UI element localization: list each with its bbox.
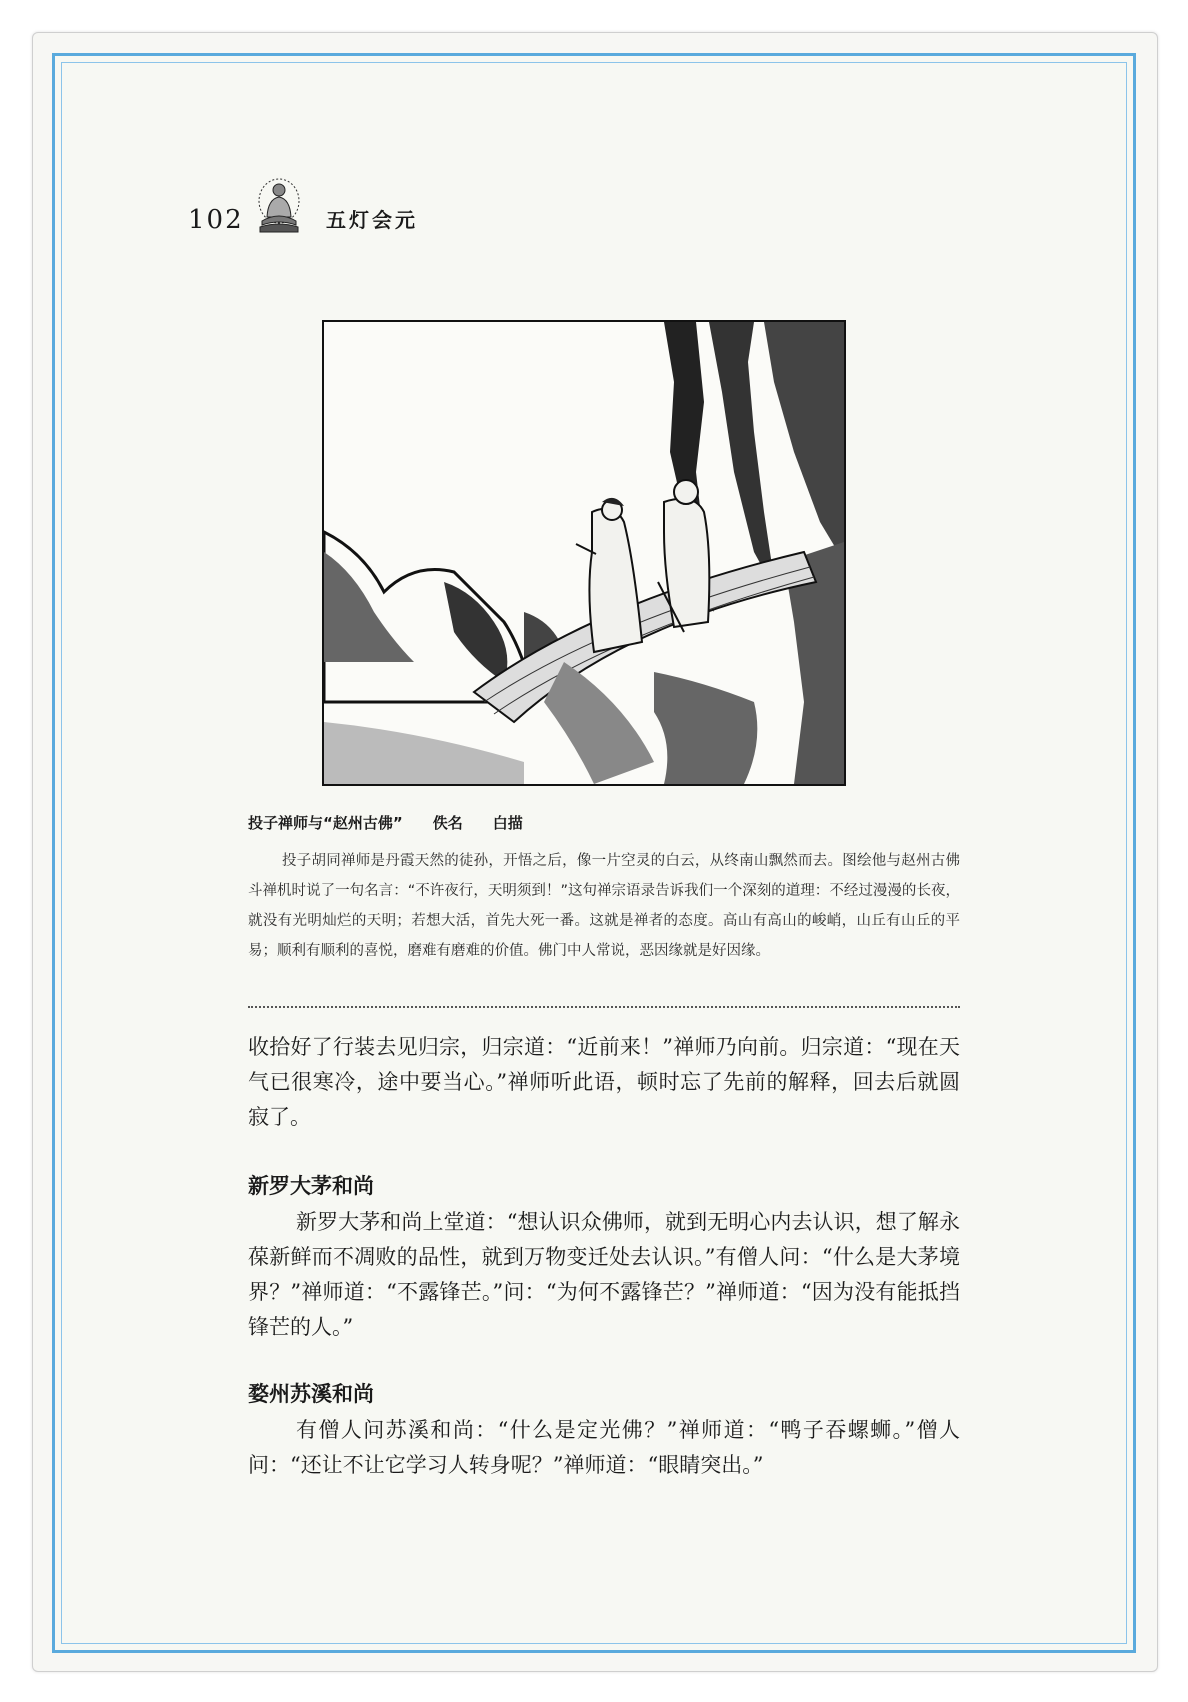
section-title-xinluo: 新罗大茅和尚 [248, 1174, 374, 1198]
page-number: 102 [188, 205, 244, 235]
caption-title-text: 投子禅师与“赵州古佛” [248, 814, 403, 832]
dotted-divider [248, 1006, 960, 1008]
book-title: 五灯会元 [326, 208, 418, 232]
illustration-drawing [324, 322, 844, 784]
caption-author: 佚名 [432, 814, 463, 832]
ink-illustration [322, 320, 846, 786]
paragraph-3: 有僧人问苏溪和尚：“什么是定光佛？”禅师道：“鸭子吞螺蛳。”僧人问：“还让不让它学习人转身呢？”禅师道：“眼睛突出。” [248, 1418, 960, 1477]
paragraph-1: 收拾好了行装去见归宗，归宗道：“近前来！”禅师乃向前。归宗道：“现在天气已很寒冷，途中要当心。”禅师听此语，顿时忘了先前的解释，回去后就圆寂了。 [248, 1035, 960, 1129]
caption-style: 白描 [492, 814, 523, 832]
buddha-icon [254, 177, 304, 235]
section-title-suxi: 婺州苏溪和尚 [248, 1382, 374, 1406]
caption-body: 投子胡同禅师是丹霞天然的徒孙，开悟之后，像一片空灵的白云，从终南山飘然而去。图绘他与赵州古佛斗禅机时说了一句名言：“不许夜行，天明须到！”这句禅宗语录告诉我们一个深刻的道理：不经过漫漫的长夜，就没有光明灿烂的天明；若想大活，首先大死一番。这就是禅者的态度。高山有高山的峻峭，山丘有山丘的平易；顺利有顺利的喜悦，磨难有磨难的价值。佛门中人常说，恶因缘就是好因缘。 [248, 853, 960, 959]
caption-title [248, 812, 523, 833]
paragraph-2: 新罗大茅和尚上堂道：“想认识众佛师，就到无明心内去认识，想了解永葆新鲜而不凋败的品性，就到万物变迁处去认识。”有僧人问：“什么是大茅境界？”禅师道：“不露锋芒。”问：“为何不露锋芒？”禅师道：“因为没有能抵挡锋芒的人。” [248, 1210, 960, 1339]
